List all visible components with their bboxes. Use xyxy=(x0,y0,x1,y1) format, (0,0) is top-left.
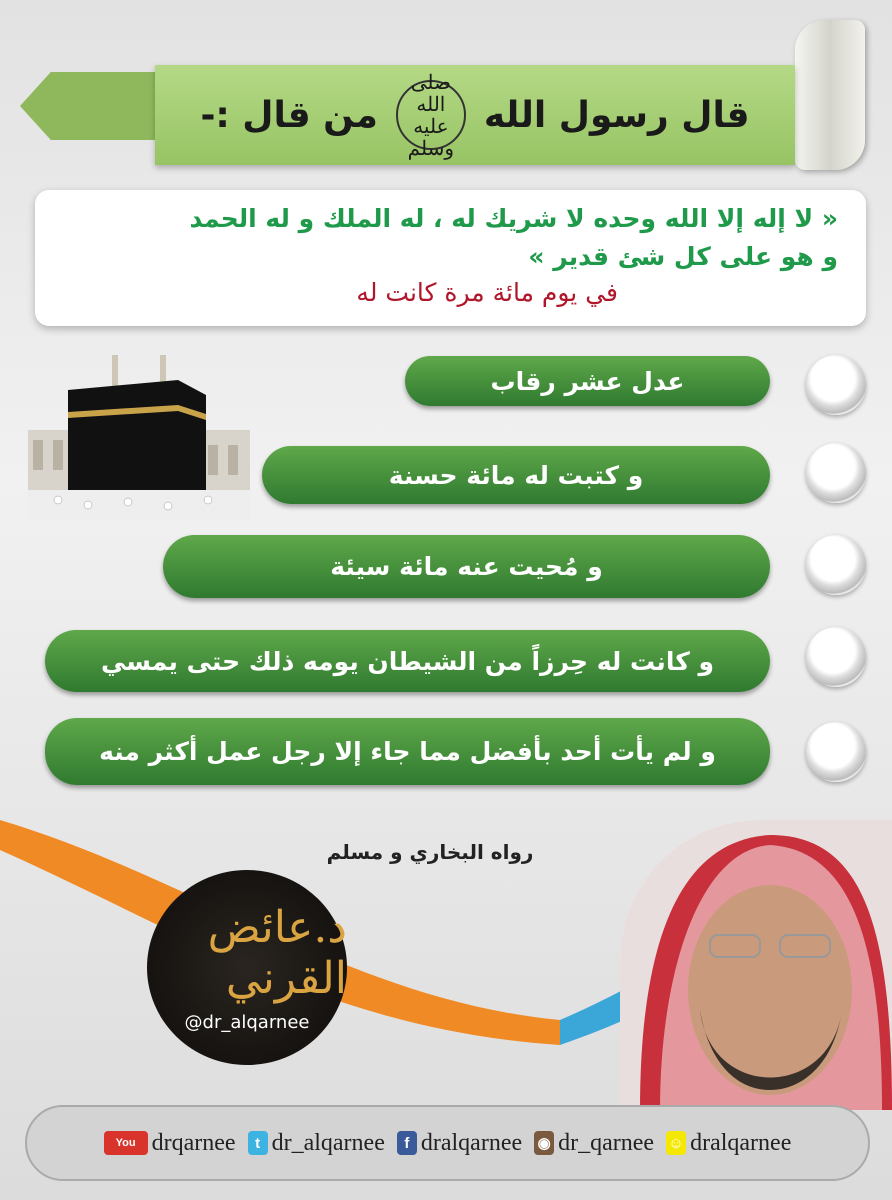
reward-text: و كتبت له مائة حسنة xyxy=(388,460,644,490)
reward-item-5 xyxy=(45,718,770,785)
reward-text: عدل عشر رقاب xyxy=(490,366,685,396)
bullet-circle-icon xyxy=(806,535,866,595)
reward-item-1 xyxy=(405,356,770,406)
kaaba-image xyxy=(28,350,250,520)
snapchat-icon: ☺ xyxy=(666,1131,686,1155)
social-twitter[interactable] xyxy=(248,1130,385,1157)
bullet-circle-icon xyxy=(806,722,866,782)
reward-item-2 xyxy=(262,446,770,504)
hadith-source: رواه البخاري و مسلم xyxy=(326,840,534,864)
bullet-circle-icon xyxy=(806,443,866,503)
header-title: قال رسول الله xyxy=(483,94,750,136)
reward-text: و لم يأت أحد بأفضل مما جاء إلا رجل عمل أكثر منه xyxy=(99,737,716,766)
author-logo xyxy=(147,870,347,1065)
banner-tab xyxy=(20,72,160,140)
social-label: dralqarnee xyxy=(420,1129,523,1156)
social-instagram[interactable] xyxy=(534,1130,654,1157)
social-label: dr_alqarnee xyxy=(271,1129,385,1156)
logo-handle: @dr_alqarnee xyxy=(184,1012,310,1033)
facebook-icon: f xyxy=(397,1131,417,1155)
social-youtube[interactable] xyxy=(104,1130,236,1157)
reward-text: و مُحيت عنه مائة سيئة xyxy=(330,552,603,581)
instagram-icon: ◉ xyxy=(534,1131,554,1155)
bullet-circle-icon xyxy=(806,627,866,687)
paper-scroll-decoration xyxy=(795,20,865,170)
social-label: dralqarnee xyxy=(690,1129,792,1156)
social-snapchat[interactable] xyxy=(666,1130,791,1157)
twitter-icon: t xyxy=(248,1131,268,1155)
logo-calligraphy: د.عائض القرني xyxy=(207,902,347,1004)
social-links-bar xyxy=(25,1105,870,1181)
dhikr-condition: في يوم مائة مرة كانت له xyxy=(356,278,618,307)
social-label: drqarnee xyxy=(151,1129,236,1156)
reward-item-3 xyxy=(163,535,770,598)
dhikr-box xyxy=(35,190,866,326)
reward-item-4 xyxy=(45,630,770,692)
author-photo xyxy=(620,820,892,1110)
social-label: dr_qarnee xyxy=(558,1129,655,1156)
header-banner xyxy=(155,65,795,165)
dhikr-line-2: و هو على كل شئ قدير » xyxy=(528,242,838,271)
bullet-circle-icon xyxy=(806,355,866,415)
header-title-end: من قال :- xyxy=(200,94,378,136)
reward-text: و كانت له حِرزاً من الشيطان يومه ذلك حتى يمسي xyxy=(101,646,714,676)
salawat-calligraphy: صلى الله عليه وسلم xyxy=(396,80,466,150)
dhikr-line-1: « لا إله إلا الله وحده لا شريك له ، له الملك و له الحمد xyxy=(189,204,838,233)
social-facebook[interactable] xyxy=(397,1130,522,1157)
youtube-icon: You xyxy=(104,1131,148,1155)
